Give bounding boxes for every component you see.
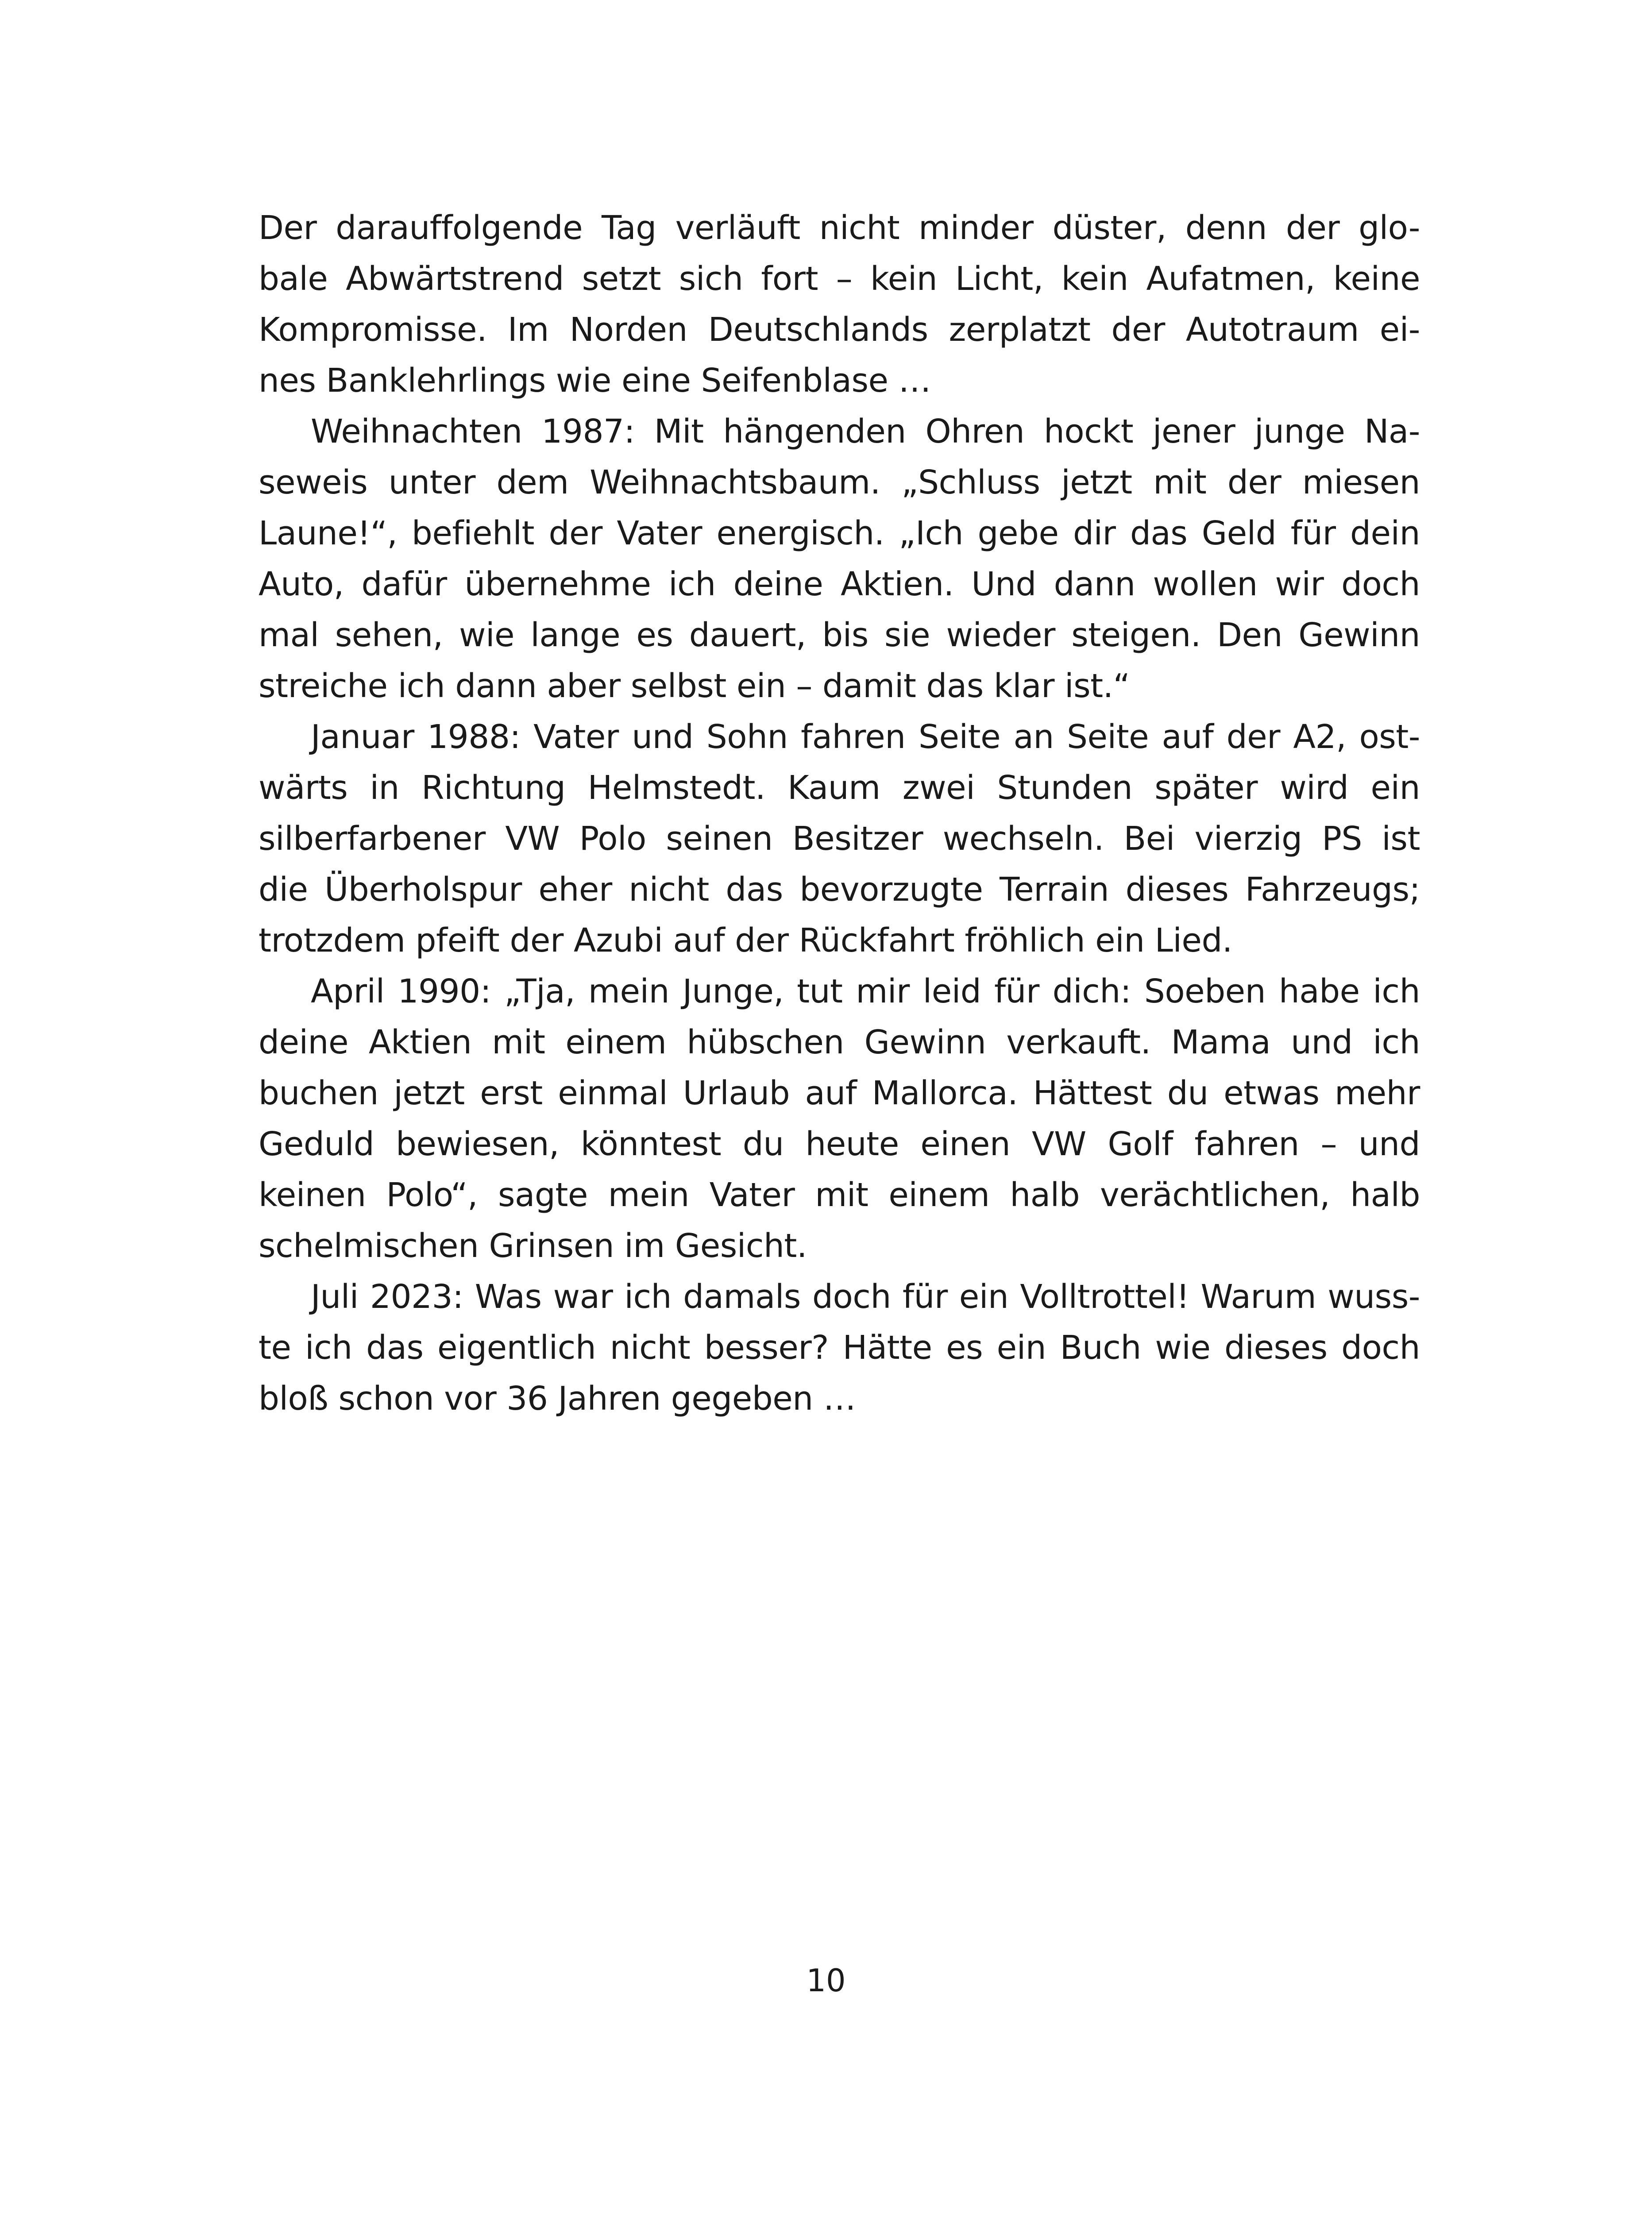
text-line: Weihnachten 1987: Mit hängenden Ohren hockt jener junge Na-	[311, 413, 1420, 451]
text-line: buchen jetzt erst einmal Urlaub auf Mallorca. Hättest du etwas mehr	[259, 1074, 1420, 1112]
text-line: trotzdem pfeift der Azubi auf der Rückfahrt fröhlich ein Lied.	[259, 921, 1232, 960]
text-line: Auto, dafür übernehme ich deine Aktien. Und dann wollen wir doch	[259, 565, 1420, 603]
text-line: bale Abwärtstrend setzt sich fort – kein Licht, kein Aufatmen, keine	[259, 260, 1420, 298]
page-number: 10	[806, 1962, 846, 1999]
text-line: silberfarbener VW Polo seinen Besitzer wechseln. Bei vierzig PS ist	[259, 820, 1420, 858]
text-line: Juli 2023: Was war ich damals doch für ein Volltrottel! Warum wuss-	[311, 1278, 1420, 1316]
text-line: die Überholspur eher nicht das bevorzugte Terrain dieses Fahrzeugs;	[259, 871, 1420, 909]
text-line: bloß schon vor 36 Jahren gegeben …	[259, 1380, 856, 1418]
text-line: schelmischen Grinsen im Gesicht.	[259, 1227, 807, 1265]
text-line: te ich das eigentlich nicht besser? Hätte es ein Buch wie dieses doch	[259, 1329, 1420, 1367]
text-line: deine Aktien mit einem hübschen Gewinn verkauft. Mama und ich	[259, 1023, 1420, 1061]
text-line: streiche ich dann aber selbst ein – damit das klar ist.“	[259, 667, 1130, 705]
text-line: April 1990: „Tja, mein Junge, tut mir leid für dich: Soeben habe ich	[311, 972, 1420, 1010]
text-line: Laune!“, befiehlt der Vater energisch. „Ich gebe dir das Geld für dein	[259, 514, 1420, 552]
text-line: Geduld bewiesen, könntest du heute einen VW Golf fahren – und	[259, 1125, 1420, 1163]
text-line: seweis unter dem Weihnachtsbaum. „Schluss jetzt mit der miesen	[259, 463, 1420, 501]
text-line: nes Banklehrlings wie eine Seifenblase …	[259, 362, 931, 400]
text-line: Januar 1988: Vater und Sohn fahren Seite an Seite auf der A2, ost-	[311, 718, 1420, 756]
body-text	[259, 203, 1420, 1424]
text-line: wärts in Richtung Helmstedt. Kaum zwei Stunden später wird ein	[259, 769, 1420, 807]
text-line: keinen Polo“, sagte mein Vater mit einem halb verächtlichen, halb	[259, 1176, 1420, 1214]
text-line: Kompromisse. Im Norden Deutschlands zerplatzt der Autotraum ei-	[259, 311, 1420, 349]
text-line: mal sehen, wie lange es dauert, bis sie wieder steigen. Den Gewinn	[259, 616, 1420, 654]
text-line: Der darauffolgende Tag verläuft nicht minder düster, denn der glo-	[259, 209, 1420, 247]
